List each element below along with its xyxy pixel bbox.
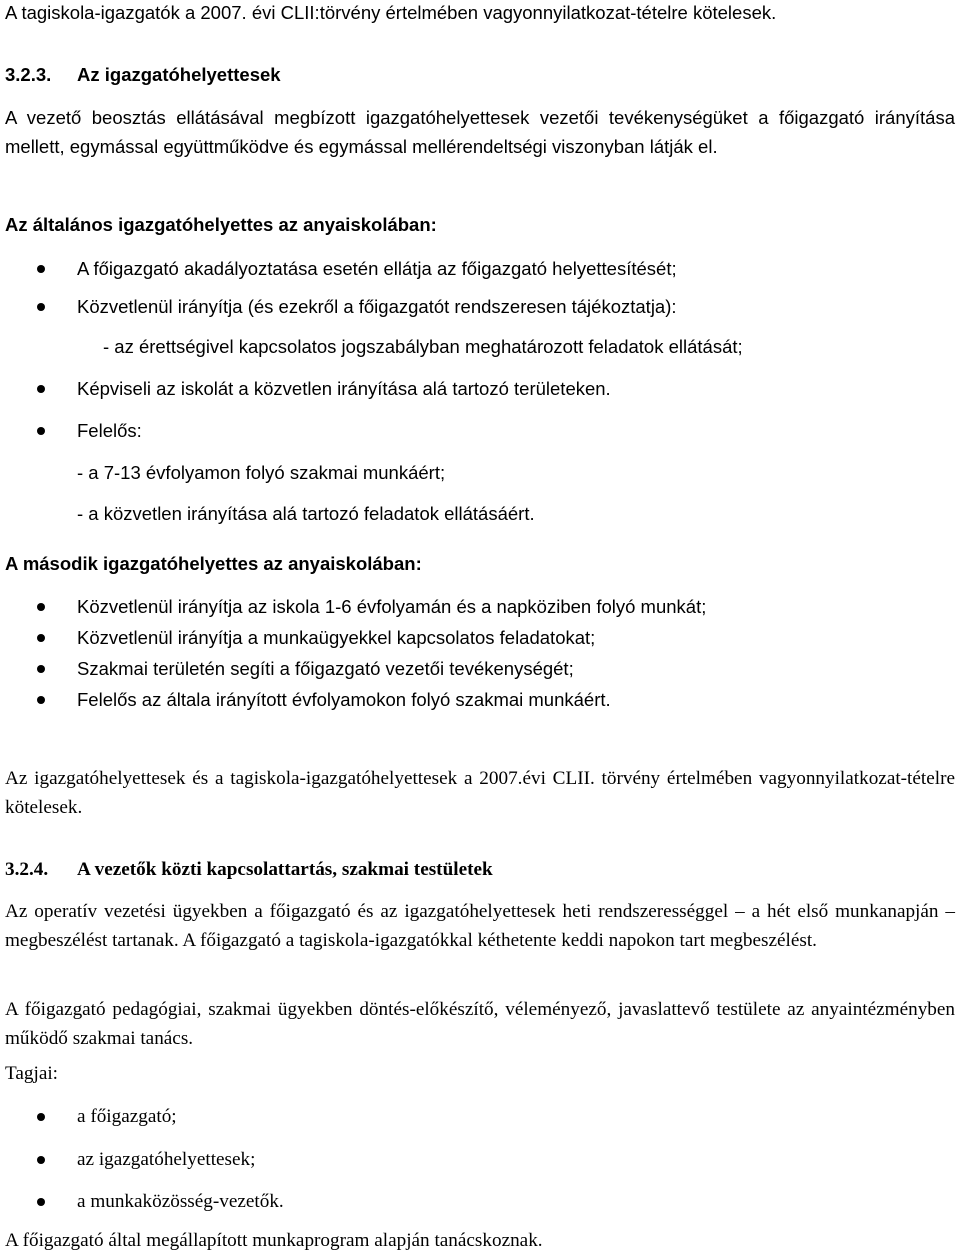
- section-title: A vezetők közti kapcsolattartás, szakmai testületek: [77, 859, 493, 880]
- list-item: a főigazgató;: [77, 1106, 177, 1127]
- section-title: Az igazgatóhelyettesek: [77, 64, 281, 85]
- closing-line: A főigazgató által megállapított munkaprogram alapján tanácskoznak.: [5, 1230, 543, 1251]
- bullet-icon: [37, 634, 45, 642]
- sub-item: - az érettségivel kapcsolatos jogszabályban meghatározott feladatok ellátását;: [103, 336, 743, 357]
- bullet-icon: [37, 303, 45, 311]
- declaration-paragraph: Az igazgatóhelyettesek és a tagiskola-igazgatóhelyettesek a 2007.évi CLII. törvény értelmében vagyonnyilatkozat-tételre kötelesek.: [5, 768, 955, 818]
- bullet-icon: [37, 1113, 45, 1121]
- list-item: Szakmai területén segíti a főigazgató vezetői tevékenységét;: [77, 658, 574, 679]
- bullet-icon: [37, 603, 45, 611]
- bullet-icon: [37, 1156, 45, 1164]
- bullet-icon: [37, 665, 45, 673]
- bullet-icon: [37, 427, 45, 435]
- section-number: 3.2.3.: [5, 64, 52, 85]
- list-item: Felelős az általa irányított évfolyamokon folyó szakmai munkáért.: [77, 689, 611, 710]
- bullet-icon: [37, 696, 45, 704]
- section-paragraph: A vezető beosztás ellátásával megbízott igazgatóhelyettesek vezetői tevékenységüket a főigazgató irányítása mellett, egymással együttműködve és egymással mellérendeltségi viszonyban látják el.: [5, 107, 955, 157]
- sub-item: - a 7-13 évfolyamon folyó szakmai munkáért;: [77, 462, 446, 483]
- list-item: Közvetlenül irányítja az iskola 1-6 évfolyamán és a napköziben folyó munkát;: [77, 596, 707, 617]
- section-number: 3.2.4.: [5, 859, 49, 880]
- paragraph: Az operatív vezetési ügyekben a főigazgató és az igazgatóhelyettesek heti rendszerességgel – a hét első munkanapján – megbeszélést tartanak. A főigazgató a tagiskola-igazgatókkal kéthetente keddi napokon tart megbeszélést.: [5, 901, 955, 951]
- list-item: Képviseli az iskolát a közvetlen irányítása alá tartozó területeken.: [77, 378, 611, 399]
- paragraph: A főigazgató pedagógiai, szakmai ügyekben döntés-előkészítő, véleményező, javaslattevő testülete az anyaintézményben működő szakmai tanács.: [5, 999, 955, 1049]
- section-heading-3-2-4: [5, 857, 955, 883]
- bullet-icon: [37, 1198, 45, 1206]
- section-heading-3-2-3: [5, 62, 955, 88]
- list-item: Felelős:: [77, 420, 142, 441]
- sub-item: - a közvetlen irányítása alá tartozó feladatok ellátásáért.: [77, 503, 535, 524]
- list-item: Közvetlenül irányítja (és ezekről a főigazgatót rendszeresen tájékoztatja):: [77, 296, 677, 317]
- general-deputy-heading: Az általános igazgatóhelyettes az anyaiskolában:: [5, 214, 437, 235]
- list-item: a munkaközösség-vezetők.: [77, 1191, 284, 1212]
- list-item: A főigazgató akadályoztatása esetén ellátja az főigazgató helyettesítését;: [77, 258, 677, 279]
- bullet-icon: [37, 265, 45, 273]
- top-line: A tagiskola-igazgatók a 2007. évi CLII:törvény értelmében vagyonnyilatkozat-tételre kötelesek.: [5, 2, 777, 23]
- members-label: Tagjai:: [5, 1063, 58, 1084]
- second-deputy-heading: A második igazgatóhelyettes az anyaiskolában:: [5, 553, 422, 574]
- bullet-icon: [37, 385, 45, 393]
- list-item: Közvetlenül irányítja a munkaügyekkel kapcsolatos feladatokat;: [77, 627, 596, 648]
- list-item: az igazgatóhelyettesek;: [77, 1149, 256, 1170]
